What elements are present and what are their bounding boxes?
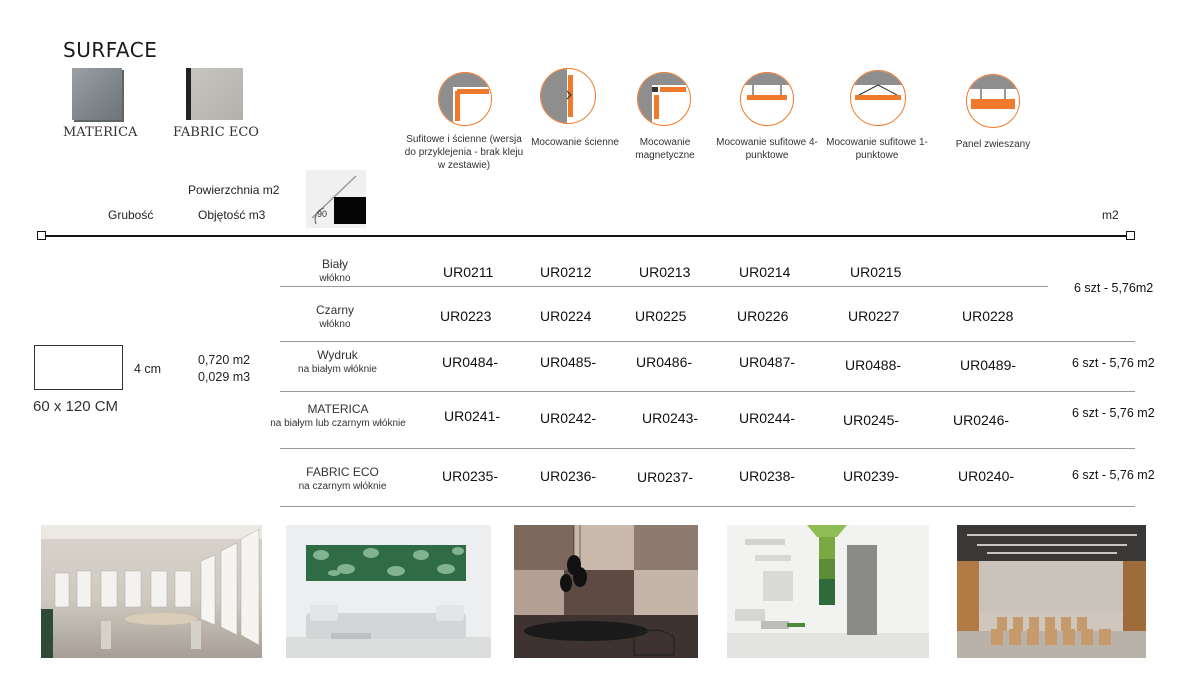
- header-divider-line: [42, 235, 1132, 237]
- code-cell: UR0489-: [960, 357, 1017, 373]
- materica-label: MATERICA: [63, 125, 138, 140]
- row-subtitle: włókno: [319, 319, 351, 330]
- photo-gallery: [727, 525, 929, 658]
- angle-label: 90: [317, 209, 328, 219]
- code-cell: UR0243-: [642, 410, 699, 426]
- row-subtitle: na białym włóknie: [298, 364, 377, 375]
- code-cell: UR0246-: [953, 412, 1010, 428]
- row-separator: [280, 506, 1135, 507]
- code-cell: UR0225: [635, 308, 687, 324]
- row-title: Czarny: [315, 303, 354, 317]
- mount-label-ceiling-wall: Sufitowe i ścienne (wersja do przyklejenia - brak kleju w zestawie): [404, 134, 524, 171]
- code-cell: UR0484-: [442, 354, 499, 370]
- mount-label-hanging: Panel zwieszany: [955, 139, 1031, 150]
- row-separator: [280, 448, 1135, 449]
- fabric-eco-swatch-icon: [186, 68, 243, 120]
- mount-label-ceiling-1: Mocowanie sufitowe 1-punktowe: [826, 137, 928, 161]
- row-title: MATERICA: [307, 402, 369, 416]
- mount-label-magnetic: Mocowanie magnetyczne: [635, 137, 695, 161]
- pack-size: 6 szt - 5,76 m2: [1072, 356, 1155, 370]
- photo-lounge: [514, 525, 698, 658]
- header-area: Powierzchnia m2: [188, 183, 280, 197]
- row-separator: [280, 341, 1135, 342]
- code-cell: UR0226: [737, 308, 789, 324]
- code-cell: UR0240-: [958, 468, 1015, 484]
- row-name-print: [275, 348, 400, 375]
- panel-thickness: 4 cm: [134, 362, 162, 376]
- code-cell: UR0215: [850, 264, 902, 280]
- mount-label-wall: Mocowanie ścienne: [531, 137, 619, 148]
- code-cell: UR0487-: [739, 354, 796, 370]
- header-volume: Objętość m3: [198, 208, 266, 222]
- mount-label-ceiling-4: Mocowanie sufitowe 4-punktowe: [716, 137, 818, 161]
- photo-conference-hall: [957, 525, 1146, 658]
- materica-swatch-icon: [72, 68, 122, 120]
- row-subtitle: na białym lub czarnym włóknie: [270, 418, 406, 429]
- row-separator: [280, 391, 1135, 392]
- angle-diagram-icon: [306, 170, 366, 228]
- code-cell: UR0227: [848, 308, 900, 324]
- ceiling-4-point-icon: [740, 72, 794, 126]
- ceiling-wall-mount-icon: [438, 72, 492, 126]
- pack-size: 6 szt - 5,76 m2: [1072, 406, 1155, 420]
- ceiling-1-point-icon: [850, 70, 906, 126]
- row-title: Wydruk: [317, 348, 358, 362]
- line-end-right: [1126, 231, 1135, 240]
- code-cell: UR0238-: [739, 468, 796, 484]
- row-name-white: [290, 257, 380, 284]
- row-subtitle: włókno: [319, 273, 351, 284]
- header-m2: m2: [1102, 208, 1119, 222]
- code-cell: UR0212: [540, 264, 592, 280]
- row-subtitle: na czarnym włóknie: [298, 481, 387, 492]
- code-cell: UR0239-: [843, 468, 900, 484]
- code-cell: UR0228: [962, 308, 1014, 324]
- code-cell: UR0223: [440, 308, 492, 324]
- panel-size: 60 x 120 CM: [33, 398, 119, 415]
- code-cell: UR0213: [639, 264, 691, 280]
- code-cell: UR0211: [443, 264, 494, 280]
- pack-size: 6 szt - 5,76 m2: [1072, 468, 1155, 482]
- row-title: FABRIC ECO: [306, 465, 379, 479]
- header-thickness: Grubość: [108, 208, 154, 222]
- hanging-panel-icon: [966, 74, 1020, 128]
- photo-living-room: [286, 525, 491, 658]
- photo-dining-room: [41, 525, 262, 658]
- pack-size: 6 szt - 5,76m2: [1074, 281, 1154, 295]
- code-cell: UR0235-: [442, 468, 499, 484]
- fabric-eco-label: FABRIC ECO: [173, 125, 259, 140]
- code-cell: UR0237-: [637, 469, 694, 485]
- code-cell: UR0241-: [444, 408, 501, 424]
- code-cell: UR0488-: [845, 357, 902, 373]
- code-cell: UR0244-: [739, 410, 796, 426]
- magnetic-mount-icon: [637, 72, 691, 126]
- code-cell: UR0242-: [540, 410, 597, 426]
- page-title: SURFACE: [63, 38, 158, 62]
- panel-volume: 0,029 m3: [198, 370, 251, 384]
- code-cell: UR0486-: [636, 354, 693, 370]
- panel-shape: [34, 345, 123, 390]
- wall-mount-icon: [540, 68, 596, 124]
- row-separator: [280, 286, 1048, 287]
- row-name-black: [290, 303, 380, 330]
- code-cell: UR0214: [739, 264, 791, 280]
- code-cell: UR0224: [540, 308, 592, 324]
- code-cell: UR0245-: [843, 412, 900, 428]
- panel-area: 0,720 m2: [198, 353, 251, 367]
- code-cell: UR0485-: [540, 354, 597, 370]
- row-name-materica: [255, 402, 421, 429]
- row-title: Biały: [321, 257, 348, 271]
- code-cell: UR0236-: [540, 468, 597, 484]
- line-end-left: [37, 231, 46, 240]
- row-name-fabric-eco: [280, 465, 405, 492]
